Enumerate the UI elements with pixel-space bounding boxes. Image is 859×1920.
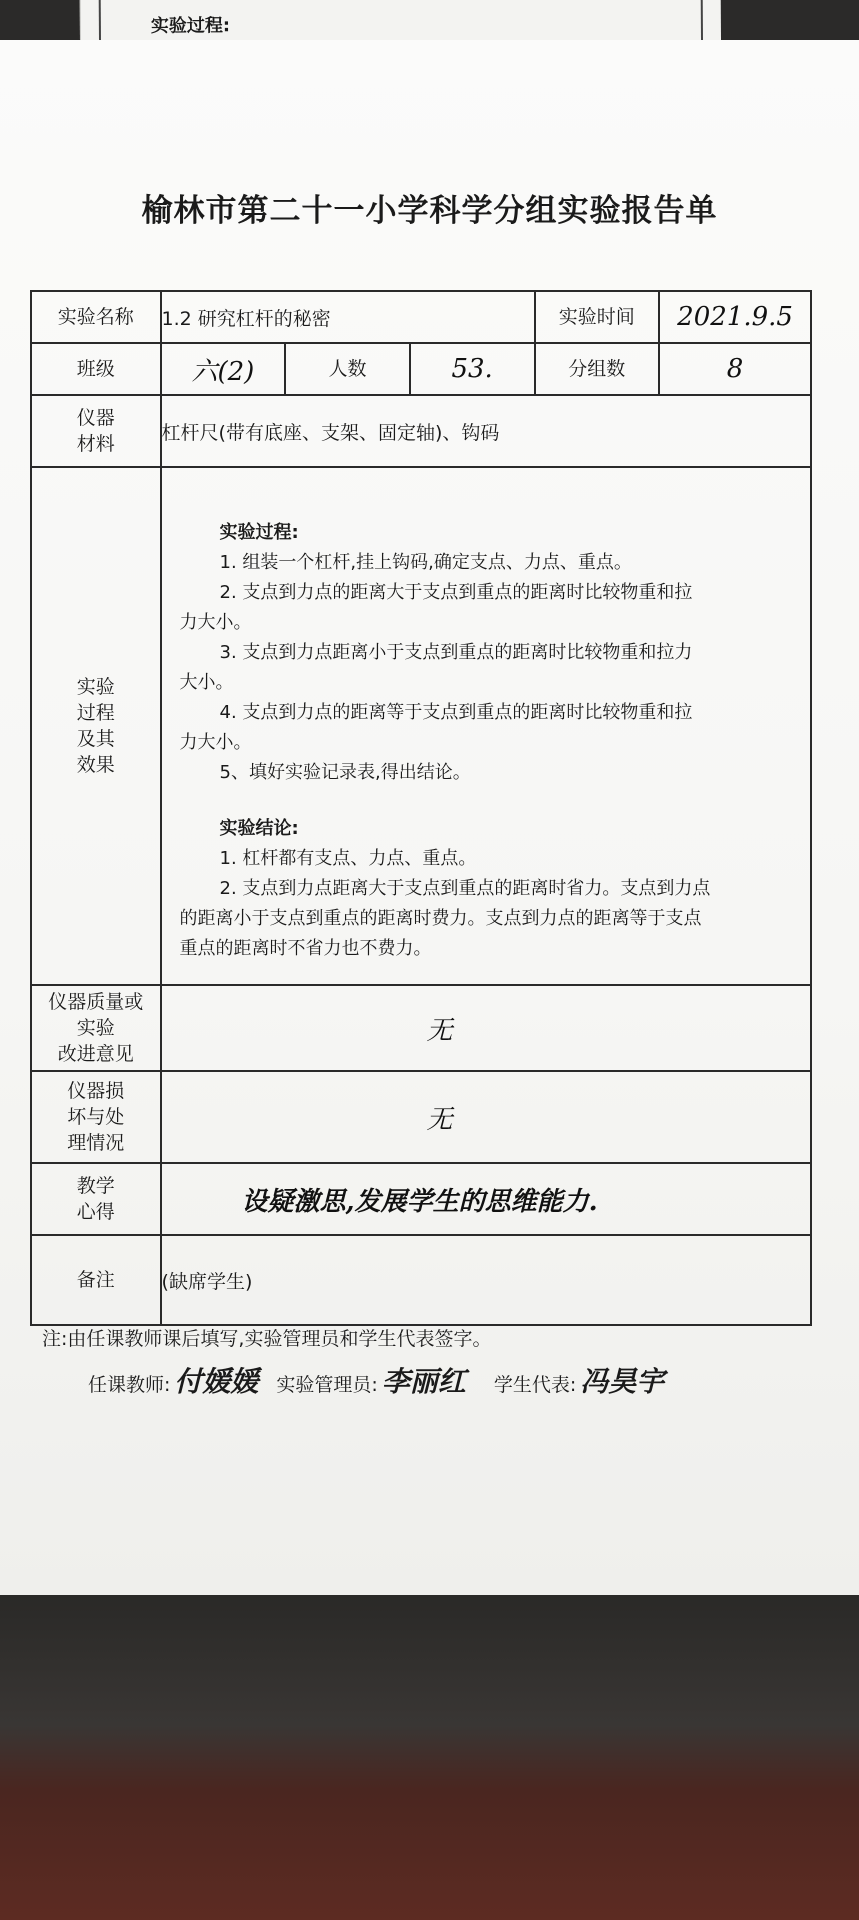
remark-value: (缺席学生) bbox=[161, 1235, 811, 1325]
insight-label bbox=[31, 1163, 161, 1235]
student-label: 学生代表: bbox=[493, 1374, 577, 1396]
report-table bbox=[30, 290, 812, 1326]
experiment-time-label: 实验时间 bbox=[535, 291, 660, 343]
teacher-signature: 付媛媛 bbox=[174, 1365, 259, 1398]
row-damage bbox=[31, 1071, 811, 1163]
process-label-line2: 过程 bbox=[76, 702, 115, 724]
row-remark bbox=[31, 1235, 811, 1325]
row-class-info bbox=[31, 343, 811, 395]
student-signature: 冯昊宇 bbox=[580, 1365, 665, 1398]
conclusion-heading: 实验结论: bbox=[219, 818, 299, 839]
row-process bbox=[31, 467, 811, 985]
row-materials bbox=[31, 395, 811, 467]
insight-label-line1: 教学 bbox=[76, 1175, 115, 1197]
process-step: 力大小。 bbox=[179, 732, 252, 753]
background-page-text: 实验过程: bbox=[150, 15, 231, 37]
signature-row bbox=[88, 1360, 682, 1400]
insight-value: 设疑激思,发展学生的思维能力. bbox=[161, 1163, 811, 1235]
process-step: 大小。 bbox=[179, 672, 234, 693]
process-label-line3: 及其 bbox=[76, 728, 115, 750]
damage-label-line3: 理情况 bbox=[67, 1132, 125, 1154]
page-title: 榆林市第二十一小学科学分组实验报告单 bbox=[141, 193, 718, 229]
conclusion-line: 2. 支点到力点距离大于支点到重点的距离时省力。支点到力点 bbox=[219, 878, 711, 899]
conclusion-line: 重点的距离时不省力也不费力。 bbox=[179, 938, 432, 959]
remark-label: 备注 bbox=[31, 1235, 161, 1325]
conclusion-line: 1. 杠杆都有支点、力点、重点。 bbox=[219, 848, 477, 869]
row-experiment-name bbox=[31, 291, 811, 343]
materials-label bbox=[31, 395, 161, 467]
process-label bbox=[31, 467, 161, 985]
materials-label-line1: 仪器 bbox=[76, 407, 115, 429]
experiment-name-label: 实验名称 bbox=[31, 291, 161, 343]
damage-label-line2: 坏与处 bbox=[67, 1106, 125, 1128]
groups-label: 分组数 bbox=[535, 343, 660, 395]
process-label-line4: 效果 bbox=[76, 754, 115, 776]
process-label-line1: 实验 bbox=[76, 676, 115, 698]
people-value: 53. bbox=[410, 343, 535, 395]
process-content bbox=[161, 467, 811, 985]
row-quality bbox=[31, 985, 811, 1071]
quality-value: 无 bbox=[161, 985, 811, 1071]
row-insight bbox=[31, 1163, 811, 1235]
conclusion-line: 的距离小于支点到重点的距离时费力。支点到力点的距离等于支点 bbox=[179, 908, 702, 929]
admin-label: 实验管理员: bbox=[276, 1374, 378, 1396]
quality-label-line2: 实验 bbox=[76, 1017, 115, 1039]
quality-label-line1: 仪器质量或 bbox=[48, 991, 144, 1013]
process-step: 2. 支点到力点的距离大于支点到重点的距离时比较物重和拉 bbox=[219, 582, 693, 603]
materials-value: 杠杆尺(带有底座、支架、固定轴)、钩码 bbox=[161, 395, 811, 467]
process-step: 5、填好实验记录表,得出结论。 bbox=[219, 762, 471, 783]
people-label: 人数 bbox=[285, 343, 410, 395]
process-step: 3. 支点到力点距离小于支点到重点的距离时比较物重和拉力 bbox=[219, 642, 693, 663]
experiment-name-value: 1.2 研究杠杆的秘密 bbox=[161, 291, 535, 343]
experiment-time-value: 2021.9.5 bbox=[659, 291, 811, 343]
process-step: 力大小。 bbox=[179, 612, 252, 633]
damage-value: 无 bbox=[161, 1071, 811, 1163]
damage-label-line1: 仪器损 bbox=[67, 1080, 125, 1102]
class-value: 六(2) bbox=[161, 343, 286, 395]
damage-label bbox=[31, 1071, 161, 1163]
quality-label bbox=[31, 985, 161, 1071]
groups-value: 8 bbox=[659, 343, 811, 395]
teacher-label: 任课教师: bbox=[88, 1374, 171, 1396]
materials-label-line2: 材料 bbox=[76, 433, 115, 455]
process-step: 1. 组装一个杠杆,挂上钩码,确定支点、力点、重点。 bbox=[219, 552, 632, 573]
class-label: 班级 bbox=[31, 343, 161, 395]
process-step: 4. 支点到力点的距离等于支点到重点的距离时比较物重和拉 bbox=[219, 702, 693, 723]
process-heading: 实验过程: bbox=[219, 522, 299, 543]
insight-label-line2: 心得 bbox=[76, 1201, 115, 1223]
quality-label-line3: 改进意见 bbox=[57, 1043, 134, 1065]
footer-note: 注:由任课教师课后填写,实验管理员和学生代表签字。 bbox=[42, 1328, 492, 1350]
admin-signature: 李丽红 bbox=[381, 1365, 466, 1398]
desk-surface bbox=[0, 1595, 859, 1920]
